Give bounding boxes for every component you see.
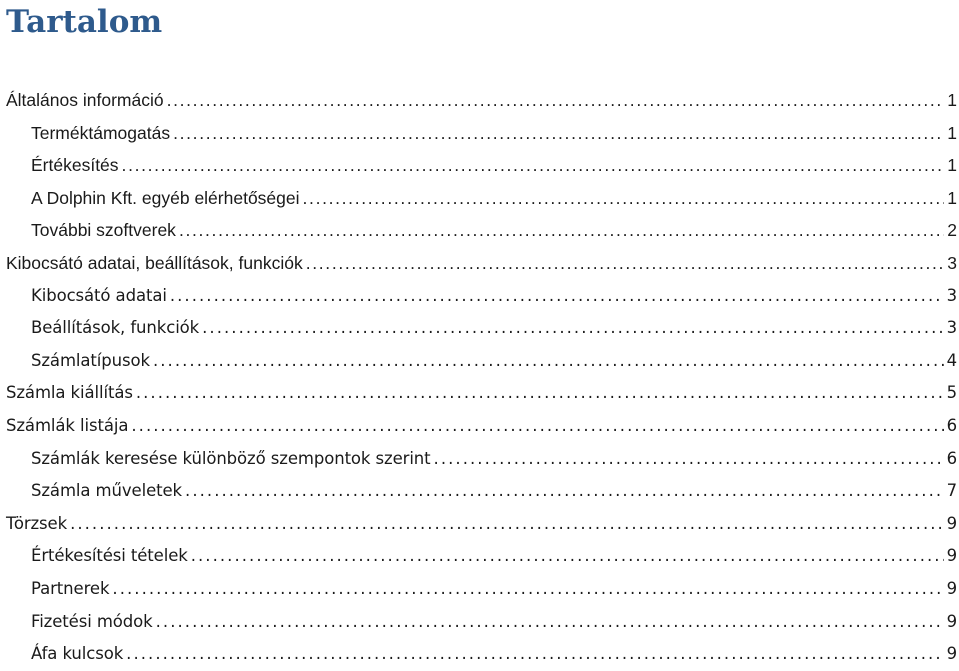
toc-dot-leader: [179, 214, 944, 247]
toc-dot-leader: [126, 638, 943, 671]
toc-page-number: 4: [946, 350, 957, 370]
toc-page-number: 9: [946, 578, 957, 598]
toc-entry-beallitasok-funkciok[interactable]: [0, 312, 959, 345]
toc-entry-text: Számla műveletek: [31, 481, 183, 501]
toc-page-number: 3: [946, 318, 957, 338]
toc-page-number: 3: [946, 285, 957, 305]
toc-entry-text: Terméktámogatás: [31, 122, 171, 143]
toc-page-number: 1: [947, 90, 957, 110]
toc-dot-leader: [122, 149, 945, 182]
toc-entry-text: Értékesítési tételek: [31, 546, 188, 566]
toc-page-number: 9: [946, 644, 957, 664]
toc-entry-text: Beállítások, funkciók: [31, 318, 200, 338]
toc-entry-kibocsato-beallitasok[interactable]: [0, 247, 959, 280]
toc-entry-dolphin-elerhetosegei[interactable]: [0, 182, 959, 215]
toc-entry-fizetesi-modok[interactable]: [0, 606, 959, 639]
toc-dot-leader: [136, 377, 944, 410]
toc-dot-leader: [173, 117, 944, 150]
toc-entry-partnerek[interactable]: [0, 573, 959, 606]
toc-entry-afa-kulcsok[interactable]: [0, 638, 959, 671]
toc-entry-ertekesites[interactable]: [0, 149, 959, 182]
toc-entry-text: Partnerek: [31, 578, 110, 598]
toc-dot-leader: [156, 606, 944, 639]
toc-dot-leader: [191, 540, 944, 573]
toc-dot-leader: [131, 410, 943, 443]
toc-entry-text: Áfa kulcsok: [31, 644, 124, 664]
toc-dot-leader: [303, 182, 945, 215]
toc-entry-szamla-kiallitas[interactable]: [0, 377, 959, 410]
toc-dot-leader: [434, 443, 944, 476]
toc-entry-text: Számlák listája: [6, 415, 129, 435]
toc-entry-szamlatipusok[interactable]: [0, 345, 959, 378]
toc-dot-leader: [185, 475, 944, 508]
toc-entry-text: Számlatípusok: [31, 350, 150, 370]
toc-page-number: 9: [946, 546, 957, 566]
toc-dot-leader: [70, 508, 944, 541]
toc-dot-leader: [202, 312, 943, 345]
toc-entry-text: Számlák keresése különböző szempontok szerint: [31, 448, 431, 468]
toc-entry-text: Törzsek: [6, 513, 68, 533]
toc-page-number: 9: [946, 611, 957, 631]
toc-entry-szamlak-keresese[interactable]: [0, 443, 959, 476]
toc-page-number: 2: [947, 220, 957, 241]
toc-dot-leader: [153, 345, 944, 378]
toc-page-number: 1: [947, 187, 957, 208]
toc-page-number: 1: [947, 155, 957, 176]
toc-entry-text: Számla kiállítás: [6, 383, 133, 403]
toc-entry-kibocsato-adatai[interactable]: [0, 280, 959, 313]
toc-entry-text: Kibocsátó adatai, beállítások, funkciók: [6, 252, 303, 273]
toc-entry-text: Kibocsátó adatai: [31, 285, 167, 305]
toc-entry-tovabbi-szoftverek[interactable]: [0, 214, 959, 247]
toc-entry-text: További szoftverek: [31, 220, 176, 241]
toc-entry-szamlak-listaja[interactable]: [0, 410, 959, 443]
toc-page-number: 1: [947, 122, 957, 143]
toc-entry-szamla-muveletek[interactable]: [0, 475, 959, 508]
toc-entry-text: Fizetési módok: [31, 611, 153, 631]
toc-entry-termektamogatas[interactable]: [0, 117, 959, 150]
page-title: Tartalom: [6, 4, 163, 40]
toc-dot-leader: [306, 247, 945, 280]
toc-entry-altalanos-informacio[interactable]: [0, 84, 959, 117]
toc-entry-torzsek[interactable]: [0, 508, 959, 541]
toc-entry-text: Értékesítés: [31, 155, 119, 176]
toc-dot-leader: [170, 280, 944, 313]
toc-page-number: 9: [946, 513, 957, 533]
toc-page-number: 6: [946, 448, 957, 468]
toc-page-number: 5: [946, 383, 957, 403]
table-of-contents: [0, 84, 959, 671]
toc-entry-text: A Dolphin Kft. egyéb elérhetőségei: [31, 187, 300, 208]
toc-entry-ertekesitesi-tetelek[interactable]: [0, 540, 959, 573]
toc-entry-text: Általános információ: [6, 90, 164, 110]
toc-dot-leader: [112, 573, 943, 606]
toc-page-number: 7: [946, 481, 957, 501]
toc-page-number: 6: [946, 415, 957, 435]
toc-dot-leader: [167, 84, 945, 117]
toc-page-number: 3: [947, 252, 957, 273]
